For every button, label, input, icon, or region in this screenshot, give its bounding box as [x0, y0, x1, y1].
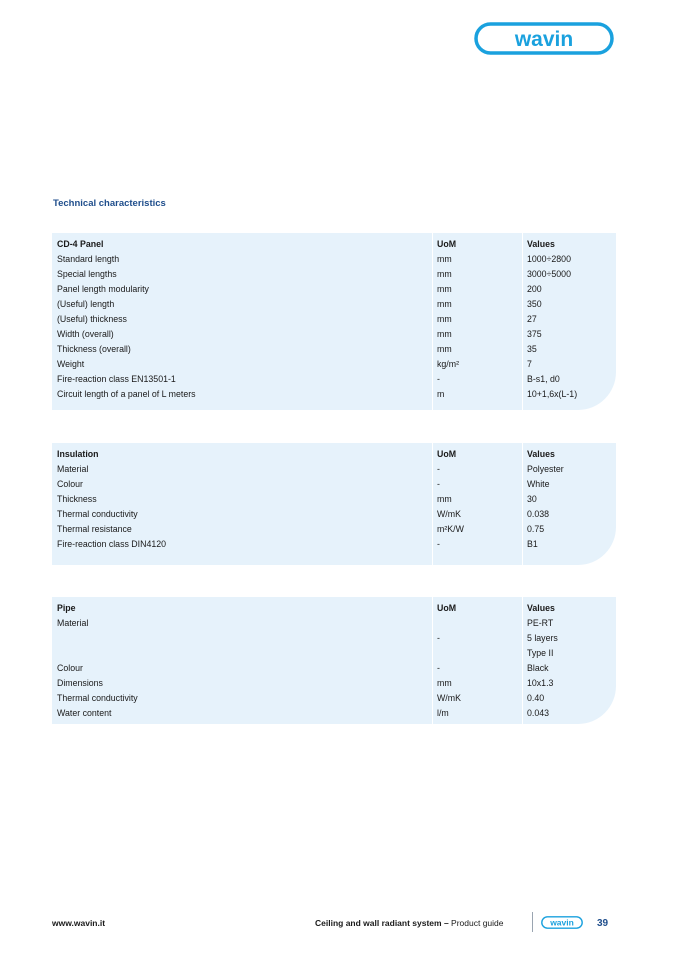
row-value: 350: [527, 298, 542, 309]
pipe-table: [52, 597, 616, 724]
row-value: B1: [527, 538, 538, 549]
table-row: [52, 660, 616, 675]
row-uom: -: [437, 632, 440, 643]
column-header: Values: [527, 602, 555, 613]
footer-wavin-logo: [541, 916, 583, 929]
row-uom: W/mK: [437, 692, 461, 703]
row-uom: mm: [437, 493, 452, 504]
column-header: CD-4 Panel: [57, 238, 104, 249]
row-value: 200: [527, 283, 542, 294]
table-row: [52, 461, 616, 476]
row-uom: -: [437, 373, 440, 384]
table-row: [52, 536, 616, 551]
row-uom: W/mK: [437, 508, 461, 519]
column-header: UoM: [437, 448, 457, 459]
column-header: UoM: [437, 602, 457, 613]
wavin-logo-text: wavin: [514, 28, 574, 51]
footer-guide-rest: Product guide: [448, 918, 504, 928]
column-header: Values: [527, 448, 555, 459]
row-label: Weight: [57, 358, 85, 369]
table-row: [52, 476, 616, 491]
row-label: Special lengths: [57, 268, 117, 279]
footer-guide-bold: Ceiling and wall radiant system –: [315, 918, 449, 928]
row-uom: -: [437, 538, 440, 549]
table-row: [52, 311, 616, 326]
row-value: 0.40: [527, 692, 545, 703]
row-label: Width (overall): [57, 328, 114, 339]
row-value: 1000÷2800: [527, 253, 571, 264]
page-number: 39: [597, 918, 609, 929]
row-uom: mm: [437, 313, 452, 324]
row-value: 5 layers: [527, 632, 558, 643]
table-row: [52, 386, 616, 401]
table-row: [52, 506, 616, 521]
row-value: 27: [527, 313, 537, 324]
row-label: (Useful) thickness: [57, 313, 127, 324]
row-label: Dimensions: [57, 677, 103, 688]
table-row: [52, 281, 616, 296]
row-uom: mm: [437, 343, 452, 354]
table-row: [52, 371, 616, 386]
row-label: Material: [57, 463, 89, 474]
row-value: 7: [527, 358, 532, 369]
row-label: Circuit length of a panel of L meters: [57, 388, 196, 399]
row-uom: -: [437, 662, 440, 673]
table-row: [52, 266, 616, 281]
row-value: Black: [527, 662, 549, 673]
row-label: Standard length: [57, 253, 120, 264]
row-value: White: [527, 478, 550, 489]
table-row: [52, 675, 616, 690]
row-uom: mm: [437, 677, 452, 688]
table-row: [52, 326, 616, 341]
row-label: Fire-reaction class EN13501-1: [57, 373, 176, 384]
row-value: 375: [527, 328, 542, 339]
row-label: Fire-reaction class DIN4120: [57, 538, 167, 549]
table-row: [52, 521, 616, 536]
row-value: 0.038: [527, 508, 550, 519]
row-label: Colour: [57, 478, 83, 489]
row-label: (Useful) length: [57, 298, 115, 309]
row-label: Thermal conductivity: [57, 692, 138, 703]
table-row: [52, 356, 616, 371]
table-row: [52, 251, 616, 266]
table-row: [52, 690, 616, 705]
table-row: [52, 341, 616, 356]
row-uom: mm: [437, 268, 452, 279]
row-value: B-s1, d0: [527, 373, 560, 384]
row-uom: mm: [437, 283, 452, 294]
row-label: Thermal resistance: [57, 523, 132, 534]
footer-separator: [532, 912, 533, 932]
row-uom: mm: [437, 253, 452, 264]
row-uom: l/m: [437, 707, 449, 718]
table-row: [52, 615, 616, 630]
row-value: 0.043: [527, 707, 550, 718]
section-title: Technical characteristics: [53, 198, 166, 209]
row-value: Polyester: [527, 463, 564, 474]
footer-wavin-logo-text: wavin: [550, 917, 574, 928]
row-value: 10+1,6x(L-1): [527, 388, 578, 399]
row-value: 35: [527, 343, 537, 354]
row-value: 0.75: [527, 523, 545, 534]
table-header: [52, 600, 616, 615]
column-header: Insulation: [57, 448, 99, 459]
row-value: 30: [527, 493, 537, 504]
row-value: 3000÷5000: [527, 268, 571, 279]
row-uom: -: [437, 478, 440, 489]
row-label: Colour: [57, 662, 83, 673]
row-value: Type II: [527, 647, 554, 658]
column-header: UoM: [437, 238, 457, 249]
row-label: Panel length modularity: [57, 283, 149, 294]
row-label: Thickness (overall): [57, 343, 131, 354]
table-header: [52, 446, 616, 461]
row-uom: m: [437, 388, 445, 399]
table-row: [52, 296, 616, 311]
table-row: [52, 491, 616, 506]
row-value: PE-RT: [527, 617, 554, 628]
footer-guide-title: [315, 918, 504, 928]
table-row: [52, 630, 616, 645]
row-uom: m²K/W: [437, 523, 464, 534]
row-uom: mm: [437, 298, 452, 309]
column-header: Pipe: [57, 602, 76, 613]
row-label: Water content: [57, 707, 112, 718]
wavin-logo: [474, 22, 614, 55]
row-uom: mm: [437, 328, 452, 339]
footer-url[interactable]: www.wavin.it: [52, 918, 106, 928]
table-row: [52, 705, 616, 720]
row-value: 10x1.3: [527, 677, 554, 688]
table-header: [52, 236, 616, 251]
panel-table: [52, 233, 616, 410]
row-uom: -: [437, 463, 440, 474]
row-uom: kg/m²: [437, 358, 459, 369]
row-label: Material: [57, 617, 89, 628]
column-header: Values: [527, 238, 555, 249]
table-row: [52, 645, 616, 660]
row-label: Thermal conductivity: [57, 508, 138, 519]
insulation-table: [52, 443, 616, 565]
row-label: Thickness: [57, 493, 97, 504]
